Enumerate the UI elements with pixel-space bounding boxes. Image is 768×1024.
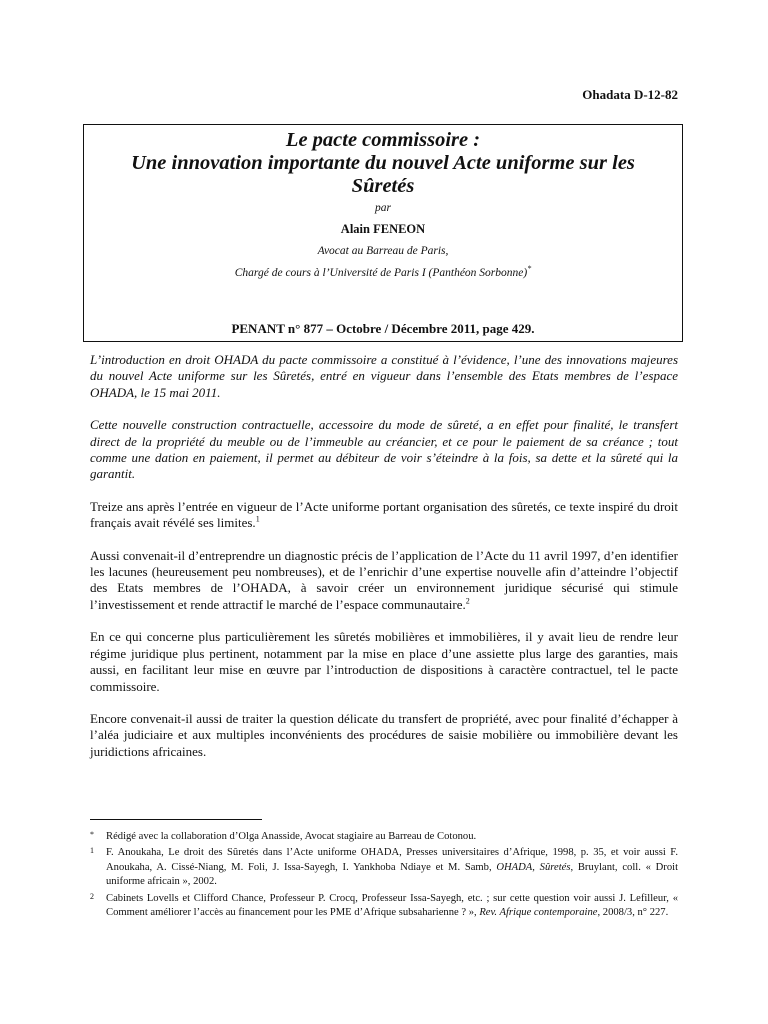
- paragraph: L’introduction en droit OHADA du pacte commissoire a constitué à l’évidence, l’une des innovations majeures du nouvel Acte uniforme sur les Sûretés, entré en vigueur dans l’ensemble des Etats membres de l’espace OHADA, le 15 mai 2011.: [90, 352, 678, 400]
- affiliation-line: [84, 260, 682, 282]
- title-line: Le pacte commissoire :: [285, 129, 481, 151]
- affiliation-line: Avocat au Barreau de Paris,: [317, 245, 449, 257]
- footnote: [90, 892, 678, 921]
- article-body: [90, 352, 678, 776]
- footnote: [90, 830, 678, 844]
- footnote-ref: 1: [255, 514, 260, 524]
- footnote-italic: OHADA, Sûretés: [496, 861, 571, 873]
- footnote-italic: Rev. Afrique contemporaine: [479, 907, 598, 919]
- paragraph: Treize ans après l’entrée en vigueur de l’Acte uniforme portant organisation des sûretés, ce texte inspiré du droit français avait révélé ses limites.$^1$: [90, 498, 678, 531]
- footnote-ref: *: [527, 264, 532, 273]
- title-line: Une innovation importante du nouvel Acte uniforme sur les: [131, 152, 635, 174]
- title-line: Sûretés: [351, 175, 415, 197]
- author-name: Alain FENEON: [340, 222, 426, 236]
- footnote-text: F. Anoukaha, Le droit des Sûretés dans l’Acte uniforme OHADA, Presses universitaires d’Afrique, 1998, p. 35, et voir aussi F. Anoukaha, A. Cissé-Niang, M. Foli, J. Issa-Sayegh, I. Yankhoba Ndiaye et M. Samb,: [106, 847, 678, 873]
- footnote-text: , Bruylant, coll. « Droit uniforme africain », 2002.: [106, 861, 679, 888]
- document-reference: Ohadata D-12-82: [582, 87, 678, 102]
- paragraph: Encore convenait-il aussi de traiter la question délicate du transfert de propriété, avec pour finalité d’échapper à l’aléa judiciaire et aux multiples inconvénients des procédures de saisie mobilière ou immobilière devant les juridictions africaines.: [90, 710, 678, 759]
- footnote-mark: 2: [90, 891, 94, 901]
- paragraph: En ce qui concerne plus particulièrement les sûretés mobilières et immobilières, il y avait lieu de rendre leur régime juridique plus pertinent, notamment par la mise en place d’une assiette plus large des garanties, mais aussi, en facilitant leur mise en œuvre par l’introduction de dispositions à caractère contractuel, tel le pacte commissoire.: [90, 629, 678, 694]
- author-affiliation: [84, 243, 682, 282]
- footnote-text: Cabinets Lovells et Clifford Chance, Professeur P. Crocq, Professeur Issa-Sayegh, etc. ; sur cette question voir aussi J. Lefilleur, « Comment améliorer l’accès au financement pour les PME d’Afrique subsaharienne ? »,: [106, 892, 678, 919]
- title-box: [83, 124, 683, 342]
- footnote-text: Rédigé avec la collaboration d’Olga Anasside, Avocat stagiaire au Barreau de Cotonou.: [106, 831, 477, 842]
- publication-reference: PENANT n° 877 – Octobre / Décembre 2011, page 429.: [231, 321, 535, 336]
- footnote-ref: 2: [465, 596, 470, 606]
- footnote: [90, 846, 678, 889]
- footnote-mark: *: [90, 830, 94, 839]
- paragraph: Cette nouvelle construction contractuelle, accessoire du mode de sûreté, a en effet pour finalité, le transfert direct de la propriété du meuble ou de l’immeuble au créancier, et ce pour le paiement de sa créance ; tout comme une dation en paiement, il permet au débiteur de voir s’éteindre à la fois, sa dette et la sûreté qui la garantit.: [90, 417, 678, 482]
- footnote-mark: 1: [90, 846, 94, 856]
- paragraph: Aussi convenait-il d’entreprendre un diagnostic précis de l’application de l’Acte du 11 avril 1997, d’en identifier les lacunes (heureusement peu nombreuses), et de l’enrichir d’une expertise nouvelle afin d’atteindre l’objectif des Etats membres de l’OHADA, à savoir créer un environnement juridique sécurisé qui stimule l’investissement et rende attractif le marché de l’espace communautaire.$^2$: [90, 547, 678, 612]
- footnote-text: , 2008/3, n° 227.: [597, 907, 669, 919]
- affiliation-text: Chargé de cours à l’Université de Paris I (Panthéon Sorbonne): [234, 266, 528, 279]
- footnotes: [90, 830, 678, 922]
- footnote-divider: [90, 819, 262, 820]
- article-title: [84, 125, 682, 198]
- by-label: par: [375, 202, 391, 214]
